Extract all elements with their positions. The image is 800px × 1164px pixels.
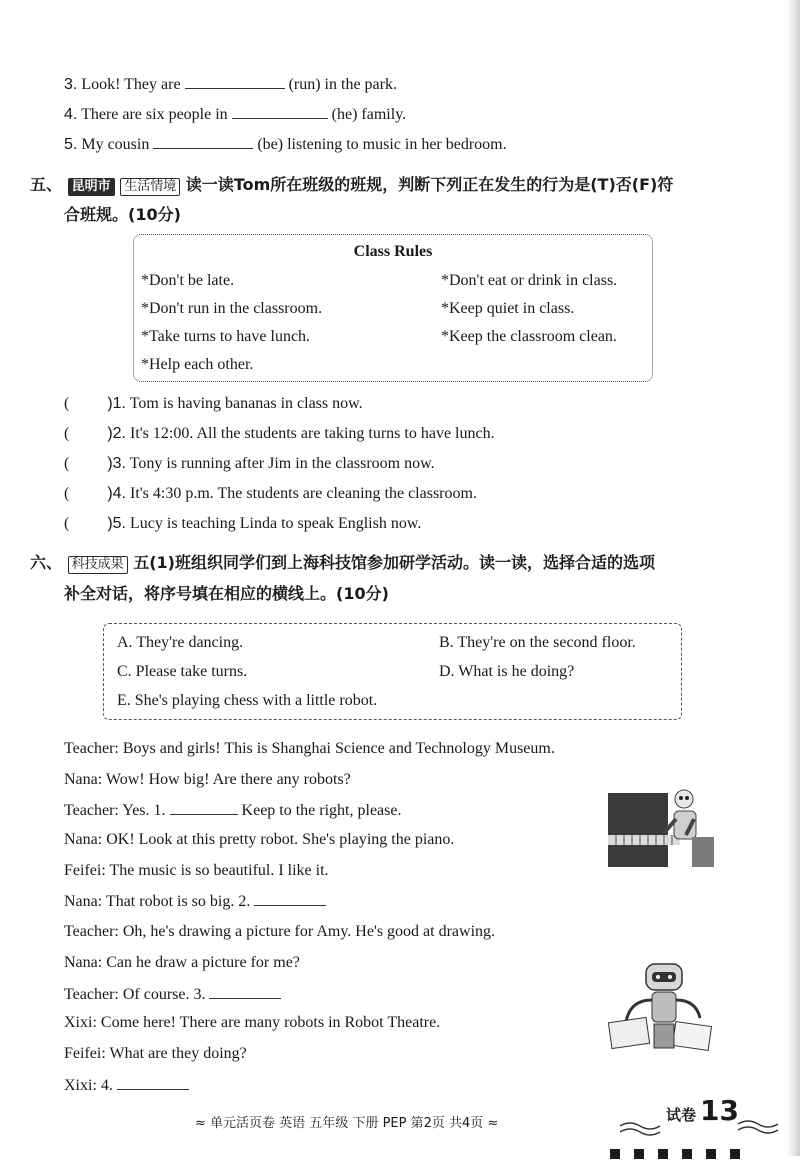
dialogue-line: Nana: Wow! How big! Are there any robots? — [64, 771, 351, 788]
section-6-heading-cont: 补全对话，将序号填在相应的横线上。(10分) — [64, 584, 389, 603]
answer-paren[interactable]: ( — [64, 425, 70, 442]
robot-piano-illustration — [606, 785, 718, 869]
option-d: D. What is he doing? — [439, 663, 575, 680]
answer-paren[interactable]: ( — [64, 485, 70, 502]
dialogue-blank-3[interactable] — [209, 984, 281, 999]
dialogue-line: Teacher: Oh, he's drawing a picture for Amy. He's good at drawing. — [64, 923, 496, 940]
class-rules-title: Class Rules — [353, 243, 433, 260]
dialogue-line-2: Nana: That robot is so big. 2. — [64, 891, 326, 912]
context-tag: 生活情境 — [120, 178, 180, 196]
class-rules-box — [133, 234, 653, 382]
judgement-item-5: ( )5. Lucy is teaching Linda to speak English now. — [64, 515, 422, 532]
bottom-registration-marks — [610, 1146, 754, 1164]
rule-item: *Don't eat or drink in class. — [441, 272, 618, 289]
question-5: 5. My cousin (be) listening to music in her bedroom. — [64, 136, 507, 153]
piano-body — [608, 793, 668, 867]
answer-paren[interactable]: ( — [64, 455, 70, 472]
dialogue-line-1: Teacher: Yes. 1. Keep to the right, please. — [64, 802, 402, 819]
judgement-item-3: ( )3. Tony is running after Jim in the classroom now. — [64, 455, 435, 472]
option-a: A. They're dancing. — [117, 634, 244, 651]
answer-blank-4[interactable] — [232, 104, 328, 119]
piano-stool — [692, 837, 714, 867]
dialogue-blank-4[interactable] — [117, 1075, 189, 1090]
dialogue-line: Xixi: Come here! There are many robots in Robot Theatre. — [64, 1014, 441, 1031]
answer-blank-5[interactable] — [153, 134, 253, 149]
question-4: 4. There are six people in (he) family. — [64, 106, 407, 123]
option-b: B. They're on the second floor. — [439, 634, 636, 651]
dialogue-line: Feifei: What are they doing? — [64, 1045, 247, 1062]
robot-drawing-illustration — [608, 960, 718, 1052]
dialogue-line-4: Xixi: 4. — [64, 1075, 189, 1096]
city-tag: 昆明市 — [68, 178, 115, 196]
rule-item: *Help each other. — [141, 356, 254, 373]
section-5-heading: 五、 昆明市 生活情境 读一读Tom所在班级的班规，判断下列正在发生的行为是(T)否(F)符 — [30, 175, 674, 194]
piano-keys — [608, 835, 680, 845]
judgement-item-1: ( )1. Tom is having bananas in class now. — [64, 395, 363, 412]
dialogue-line: Teacher: Boys and girls! This is Shanghai Science and Technology Museum. — [64, 740, 555, 757]
judgement-item-4: ( )4. It's 4:30 p.m. The students are cleaning the classroom. — [64, 485, 477, 502]
dialogue-line: Nana: OK! Look at this pretty robot. She's playing the piano. — [64, 831, 455, 848]
rule-item: *Take turns to have lunch. — [141, 328, 311, 345]
tech-tag: 科技成果 — [68, 556, 128, 574]
robot-head — [675, 790, 693, 808]
badge-number: 13 — [700, 1094, 739, 1127]
drawing-paper — [608, 1017, 649, 1048]
dialogue-line: Feifei: The music is so beautiful. I like it. — [64, 862, 329, 879]
section-5-heading-cont: 合班规。(10分) — [64, 205, 181, 224]
answer-blank-3[interactable] — [185, 74, 285, 89]
badge-label: 试卷 — [666, 1106, 697, 1124]
dialogue-line-3: Teacher: Of course. 3. — [64, 984, 281, 1005]
drawing-paper — [673, 1022, 712, 1051]
page-footer: ≈ 单元活页卷 英语 五年级 下册 PEP 第2页 共4页 ≈ — [195, 1116, 499, 1131]
rule-item: *Don't be late. — [141, 272, 235, 289]
answer-paren[interactable]: ( — [64, 395, 70, 412]
wave-icon: ≈ — [487, 1116, 499, 1131]
answer-paren[interactable]: ( — [64, 515, 70, 532]
option-c: C. Please take turns. — [117, 663, 248, 680]
dialogue-line: Nana: Can he draw a picture for me? — [64, 954, 300, 971]
dialogue-blank-1[interactable] — [170, 800, 238, 815]
section-6-heading: 六、 科技成果 五(1)班组织同学们到上海科技馆参加研学活动。读一读，选择合适的选项 — [30, 553, 655, 572]
page-edge-shadow — [786, 0, 800, 1156]
rule-item: *Keep the classroom clean. — [441, 328, 617, 345]
judgement-item-2: ( )2. It's 12:00. All the students are taking turns to have lunch. — [64, 425, 495, 442]
robot-body — [652, 992, 676, 1022]
options-box — [103, 623, 682, 720]
rule-item: *Don't run in the classroom. — [141, 300, 323, 317]
option-e: E. She's playing chess with a little robot. — [117, 692, 378, 709]
rule-item: *Keep quiet in class. — [441, 300, 575, 317]
dialogue-blank-2[interactable] — [254, 891, 326, 906]
question-3: 3. Look! They are (run) in the park. — [64, 76, 397, 93]
wave-icon: ≈ — [195, 1116, 206, 1131]
